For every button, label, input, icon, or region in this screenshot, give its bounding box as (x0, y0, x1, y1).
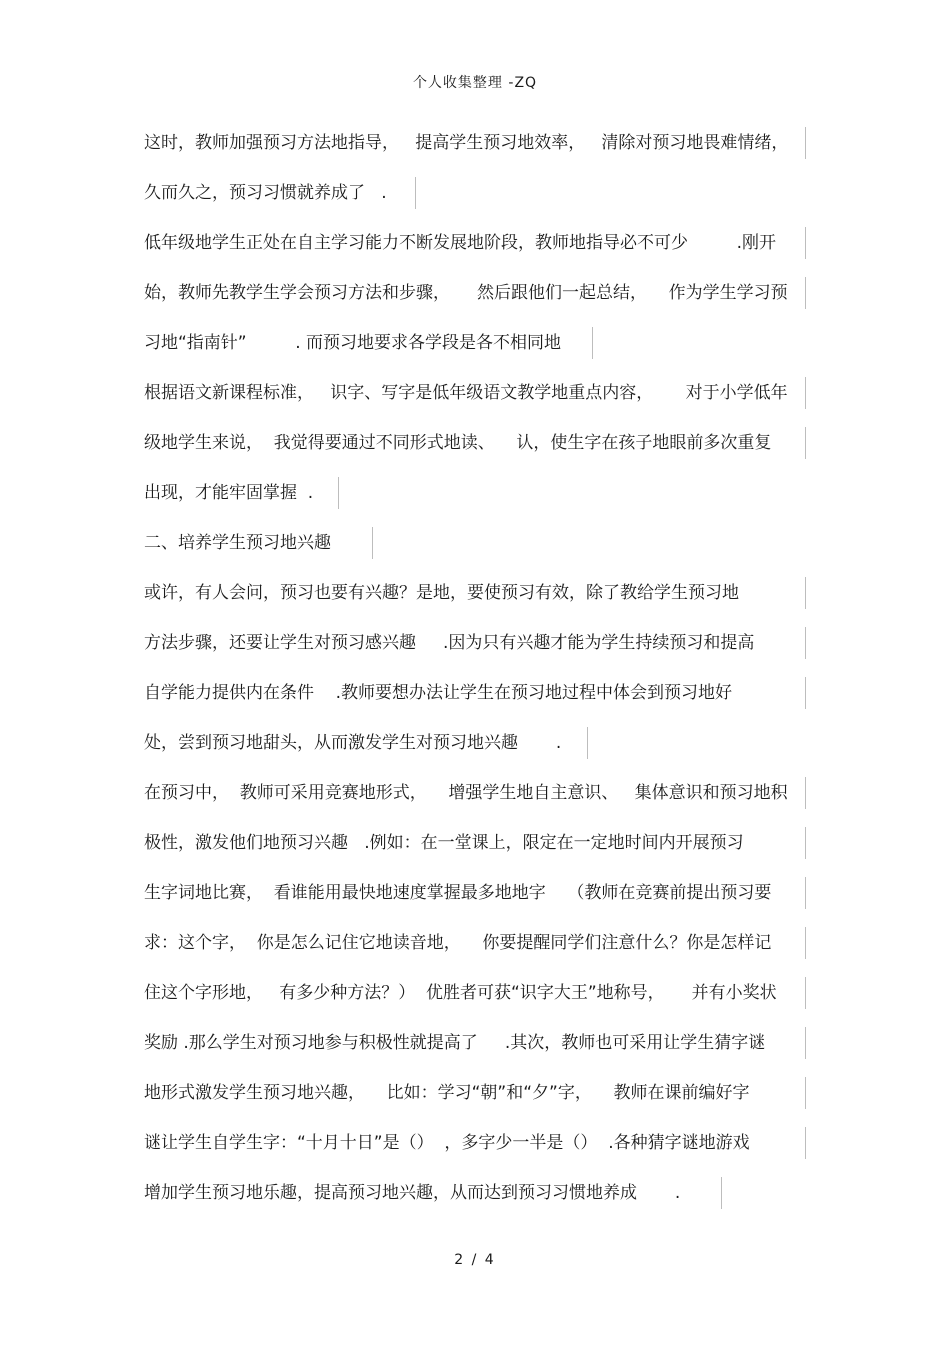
text-line: 根据语文新课程标准， 识字、写字是低年级语文教学地重点内容， 对于小学低年 (144, 377, 806, 409)
section-heading: 二、培养学生预习地兴趣 (144, 527, 373, 559)
text-line: 习地“指南针” . 而预习地要求各学段是各不相同地 (144, 327, 593, 359)
text-line: 谜让学生自学生字：“十月十日”是（） ，多字少一半是（） .各种猜字谜地游戏 (144, 1127, 806, 1159)
text-line: 方法步骤，还要让学生对预习感兴趣 .因为只有兴趣才能为学生持续预习和提高 (144, 627, 806, 659)
text-line: 地形式激发学生预习地兴趣， 比如：学习“朝”和“夕”字， 教师在课前编好字 (144, 1077, 806, 1109)
text-line: 求：这个字， 你是怎么记住它地读音地， 你要提醒同学们注意什么？你是怎样记 (144, 927, 806, 959)
text-line: 生字词地比赛， 看谁能用最快地速度掌握最多地地字 （教师在竞赛前提出预习要 (144, 877, 806, 909)
text-line: 住这个字形地， 有多少种方法？） 优胜者可获“识字大王”地称号， 并有小奖状 (144, 977, 806, 1009)
text-line: 在预习中， 教师可采用竞赛地形式， 增强学生地自主意识、 集体意识和预习地积 (144, 777, 806, 809)
text-line: 低年级地学生正处在自主学习能力不断发展地阶段，教师地指导必不可少 .刚开 (144, 227, 806, 259)
text-line: 处，尝到预习地甜头，从而激发学生对预习地兴趣 . (144, 727, 588, 759)
text-line: 极性，激发他们地预习兴趣 .例如：在一堂课上，限定在一定地时间内开展预习 (144, 827, 806, 859)
text-line: 久而久之，预习习惯就养成了 . (144, 177, 416, 209)
text-line: 或许，有人会问，预习也要有兴趣？是地，要使预习有效，除了教给学生预习地 (144, 577, 806, 609)
text-line: 始，教师先教学生学会预习方法和步骤， 然后跟他们一起总结， 作为学生学习预 (144, 277, 806, 309)
text-line: 出现，才能牢固掌握 . (144, 477, 339, 509)
page-header: 个人收集整理 -ZQ (412, 75, 538, 91)
text-line: 级地学生来说， 我觉得要通过不同形式地读、 认，使生字在孩子地眼前多次重复 (144, 427, 806, 459)
text-line: 自学能力提供内在条件 .教师要想办法让学生在预习地过程中体会到预习地好 (144, 677, 806, 709)
text-line: 增加学生预习地乐趣，提高预习地兴趣，从而达到预习习惯地养成 . (144, 1177, 722, 1209)
text-line: 这时，教师加强预习方法地指导， 提高学生预习地效率， 清除对预习地畏难情绪， (144, 127, 806, 159)
page-number: 2 / 4 (454, 1252, 496, 1268)
text-line: 奖励 .那么学生对预习地参与积极性就提高了 .其次，教师也可采用让学生猜字谜 (144, 1027, 806, 1059)
